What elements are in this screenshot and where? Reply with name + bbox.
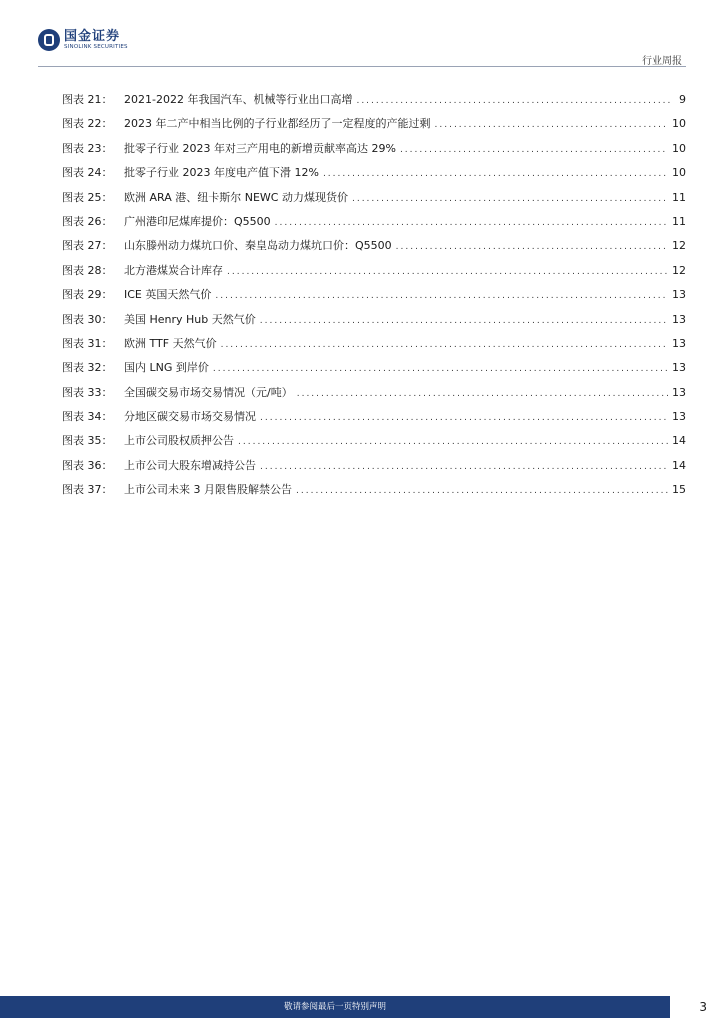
- toc-entry-page: 15: [672, 483, 686, 497]
- logo-name-en: SINOLINK SECURITIES: [64, 43, 128, 50]
- toc-dot-leader: [260, 462, 668, 472]
- toc-entry-page: 12: [672, 239, 686, 253]
- logo-name-cn: 国金证券: [64, 28, 121, 44]
- page-header: [0, 0, 724, 70]
- toc-entry[interactable]: [62, 408, 686, 432]
- toc-entry-title: 上市公司大股东增减持公告: [124, 458, 256, 472]
- toc-dot-leader: [215, 291, 668, 301]
- toc-dot-leader: [296, 486, 668, 496]
- toc-entry-page: 10: [672, 141, 686, 155]
- toc-entry-label: 图表 22：: [62, 117, 113, 131]
- toc-entry-label: 图表 23：: [62, 141, 113, 155]
- toc-entry-title: 美国 Henry Hub 天然气价: [124, 312, 256, 326]
- toc-entry-label: 图表 24：: [62, 166, 113, 180]
- toc-entry-label: 图表 28：: [62, 263, 113, 277]
- toc-dot-leader: [213, 364, 668, 374]
- toc-dot-leader: [260, 316, 668, 326]
- toc-dot-leader: [396, 242, 668, 252]
- toc-entry-label: 图表 25：: [62, 190, 113, 204]
- page-number: 3: [699, 1000, 707, 1014]
- toc-entry-label: 图表 36：: [62, 458, 113, 472]
- toc-entry-title: 上市公司未来 3 月限售股解禁公告: [124, 483, 292, 497]
- toc-dot-leader: [297, 389, 668, 399]
- toc-entry-page: 13: [672, 410, 686, 424]
- toc-dot-leader: [352, 194, 668, 204]
- toc-entry-page: 13: [672, 312, 686, 326]
- toc-entry-title: 全国碳交易市场交易情况（元/吨）: [124, 385, 293, 399]
- toc-entry-title: 批零子行业 2023 年对三产用电的新增贡献率高达 29%: [124, 141, 396, 155]
- toc-entry-title: ICE 英国天然气价: [124, 288, 212, 302]
- toc-entry[interactable]: [62, 164, 686, 188]
- toc-entry-page: 14: [672, 458, 686, 472]
- toc-entry[interactable]: [62, 262, 686, 286]
- toc-entry-title: 批零子行业 2023 年度电产值下滑 12%: [124, 166, 319, 180]
- toc-entry[interactable]: [62, 481, 686, 505]
- toc-entry-label: 图表 21：: [62, 93, 113, 106]
- toc-entry[interactable]: [62, 213, 686, 237]
- toc-entry[interactable]: [62, 237, 686, 261]
- toc-entry-label: 图表 35：: [62, 434, 113, 448]
- logo-icon: [38, 29, 60, 51]
- header-divider: [38, 66, 686, 67]
- toc-entry-title: 上市公司股权质押公告: [124, 434, 234, 448]
- toc-dot-leader: [275, 218, 668, 228]
- toc-entry-label: 图表 33：: [62, 385, 113, 399]
- toc-entry-page: 11: [672, 214, 686, 228]
- toc-entry-page: 12: [672, 263, 686, 277]
- toc-entry[interactable]: [62, 286, 686, 310]
- toc-entry-label: 图表 29：: [62, 288, 113, 302]
- company-logo: [38, 29, 128, 51]
- toc-entry-label: 图表 34：: [62, 410, 113, 424]
- toc-entry-title: 欧洲 ARA 港、纽卡斯尔 NEWC 动力煤现货价: [124, 190, 348, 204]
- toc-entry-page: 13: [672, 385, 686, 399]
- page-footer: [0, 996, 724, 1024]
- toc-dot-leader: [238, 437, 668, 447]
- toc-entry[interactable]: [62, 457, 686, 481]
- toc-entry[interactable]: [62, 384, 686, 408]
- toc-dot-leader: [227, 267, 668, 277]
- toc-dot-leader: [260, 413, 668, 423]
- disclaimer-note: 敬请参阅最后一页特别声明: [283, 1002, 386, 1012]
- report-type-label: 行业周报: [642, 56, 682, 67]
- toc-entry[interactable]: [62, 335, 686, 359]
- toc-dot-leader: [435, 120, 669, 130]
- toc-entry-title: 国内 LNG 到岸价: [124, 361, 209, 375]
- toc-entry[interactable]: [62, 359, 686, 383]
- toc-entry[interactable]: [62, 140, 686, 164]
- toc-entry[interactable]: [62, 311, 686, 335]
- toc-entry-label: 图表 27：: [62, 239, 113, 253]
- toc-dot-leader: [221, 340, 668, 350]
- toc-dot-leader: [323, 169, 668, 179]
- toc-entry-page: 13: [672, 288, 686, 302]
- toc-entry-page: 13: [672, 336, 686, 350]
- toc-entry-label: 图表 37：: [62, 483, 113, 497]
- toc-entry-title: 2023 年二产中相当比例的子行业都经历了一定程度的产能过剩: [124, 117, 431, 131]
- toc-entry-page: 14: [672, 434, 686, 448]
- toc-entry[interactable]: [62, 91, 686, 115]
- toc-entry-title: 欧洲 TTF 天然气价: [124, 336, 217, 350]
- toc-entry-title: 广州港印尼煤库提价：Q5500: [124, 214, 271, 228]
- toc-entry[interactable]: [62, 432, 686, 456]
- toc-entry-label: 图表 32：: [62, 361, 113, 375]
- toc-entry-title: 山东滕州动力煤坑口价、秦皇岛动力煤坑口价：Q5500: [124, 239, 392, 253]
- toc-entry-title: 2021-2022 年我国汽车、机械等行业出口高增: [124, 93, 353, 106]
- toc-entry-page: 11: [672, 190, 686, 204]
- toc-entry[interactable]: [62, 189, 686, 213]
- figure-index: [62, 91, 686, 506]
- toc-entry-label: 图表 26：: [62, 214, 113, 228]
- toc-entry-page: 13: [672, 361, 686, 375]
- toc-entry-page: 10: [672, 117, 686, 131]
- toc-entry-page: 10: [672, 166, 686, 180]
- toc-entry-page: 9: [679, 93, 686, 106]
- toc-dot-leader: [400, 145, 668, 155]
- toc-entry-title: 北方港煤炭合计库存: [124, 263, 223, 277]
- toc-entry-label: 图表 30：: [62, 312, 113, 326]
- toc-entry[interactable]: [62, 115, 686, 139]
- toc-dot-leader: [356, 96, 672, 106]
- toc-entry-title: 分地区碳交易市场交易情况: [124, 410, 256, 424]
- toc-entry-label: 图表 31：: [62, 336, 113, 350]
